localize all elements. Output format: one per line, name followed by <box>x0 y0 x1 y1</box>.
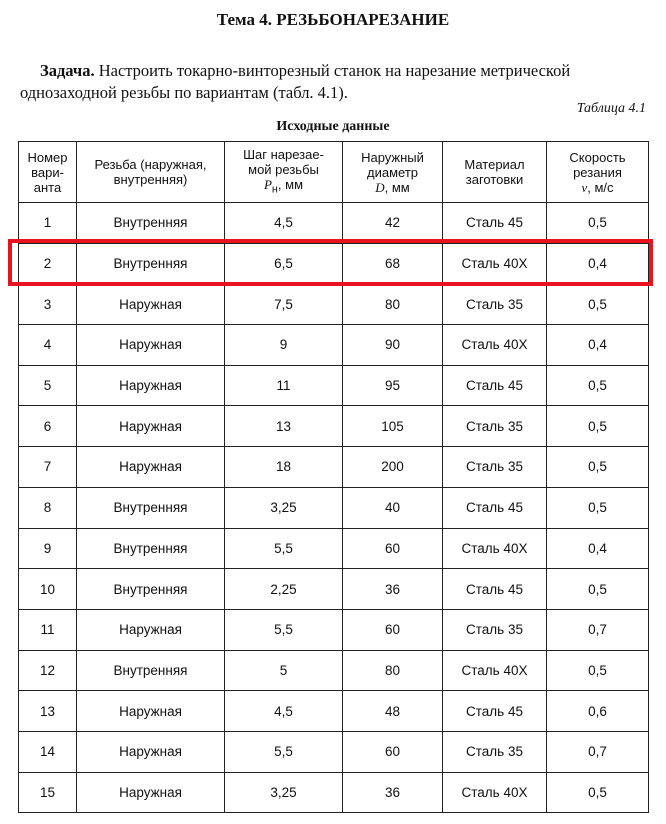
header-diameter: Наружный диаметр D, мм <box>343 142 443 203</box>
table-cell: Сталь 40Х <box>443 325 547 366</box>
table-row <box>19 528 649 569</box>
table-cell: 48 <box>343 691 443 732</box>
table-cell: 10 <box>19 569 77 610</box>
table-cell: Наружная <box>77 609 225 650</box>
table-cell: Внутренняя <box>77 243 225 284</box>
table-cell: Сталь 35 <box>443 731 547 772</box>
task-line-1: Настроить токарно-винторезный станок на нарезание метрической <box>94 61 571 80</box>
table-cell: 0,5 <box>547 650 649 691</box>
table-cell: 80 <box>343 650 443 691</box>
table-cell: 13 <box>225 406 343 447</box>
table-row <box>19 243 649 284</box>
table-cell: 60 <box>343 731 443 772</box>
header-material: Материал заготовки <box>443 142 547 203</box>
table-row <box>19 487 649 528</box>
table-cell: 0,4 <box>547 243 649 284</box>
table-cell: 0,5 <box>547 203 649 244</box>
table-cell: 0,6 <box>547 691 649 732</box>
table-cell: 42 <box>343 203 443 244</box>
table-cell: 36 <box>343 772 443 813</box>
table-cell: Внутренняя <box>77 528 225 569</box>
table-cell: 0,5 <box>547 447 649 488</box>
table-cell: Внутренняя <box>77 487 225 528</box>
table-cell: 0,5 <box>547 772 649 813</box>
table-cell: Сталь 45 <box>443 203 547 244</box>
table-cell: 6 <box>19 406 77 447</box>
table-cell: 7,5 <box>225 284 343 325</box>
table-cell: Внутренняя <box>77 650 225 691</box>
table-cell: Сталь 35 <box>443 406 547 447</box>
table-row <box>19 203 649 244</box>
table-cell: Наружная <box>77 691 225 732</box>
table-cell: Сталь 45 <box>443 691 547 732</box>
table-cell: 9 <box>225 325 343 366</box>
table-cell: 13 <box>19 691 77 732</box>
table-cell: 0,5 <box>547 365 649 406</box>
table-row <box>19 284 649 325</box>
table-cell: 0,5 <box>547 569 649 610</box>
table-row <box>19 772 649 813</box>
table-cell: 8 <box>19 487 77 528</box>
table-cell: 12 <box>19 650 77 691</box>
table-cell: Наружная <box>77 731 225 772</box>
table-cell: 1 <box>19 203 77 244</box>
table-cell: Наружная <box>77 447 225 488</box>
table-cell: 3,25 <box>225 487 343 528</box>
table-cell: 4 <box>19 325 77 366</box>
table-cell: 60 <box>343 609 443 650</box>
table-cell: 60 <box>343 528 443 569</box>
table-cell: 200 <box>343 447 443 488</box>
table-cell: Наружная <box>77 284 225 325</box>
table-cell: 5 <box>19 365 77 406</box>
table-cell: 0,4 <box>547 325 649 366</box>
table-row <box>19 325 649 366</box>
table-cell: Сталь 35 <box>443 609 547 650</box>
table-row <box>19 406 649 447</box>
task-line-2: однозаходной резьбы по вариантам (табл. 4.1). <box>20 83 348 102</box>
table-cell: 11 <box>225 365 343 406</box>
table-cell: Наружная <box>77 325 225 366</box>
table-cell: 2,25 <box>225 569 343 610</box>
table-cell: 0,7 <box>547 731 649 772</box>
table-cell: 4,5 <box>225 691 343 732</box>
table-row <box>19 731 649 772</box>
table-cell: 5,5 <box>225 731 343 772</box>
table-cell: 14 <box>19 731 77 772</box>
table-cell: 0,5 <box>547 284 649 325</box>
table-cell: Внутренняя <box>77 203 225 244</box>
page-title: Тема 4. РЕЗЬБОНАРЕЗАНИЕ <box>216 10 450 29</box>
table-cell: 90 <box>343 325 443 366</box>
table-cell: 5 <box>225 650 343 691</box>
table-cell: 2 <box>19 243 77 284</box>
table-row <box>19 650 649 691</box>
table-header-row <box>19 142 649 203</box>
table-cell: 95 <box>343 365 443 406</box>
table-cell: 9 <box>19 528 77 569</box>
table-cell: Сталь 45 <box>443 569 547 610</box>
table-row <box>19 365 649 406</box>
header-thread: Резьба (наружная, внутренняя) <box>77 142 225 203</box>
table-cell: Наружная <box>77 772 225 813</box>
table-cell: 36 <box>343 569 443 610</box>
table-caption: Исходные данные <box>276 119 390 134</box>
table-cell: Сталь 35 <box>443 284 547 325</box>
table-cell: 105 <box>343 406 443 447</box>
task-lead: Задача. <box>40 61 95 80</box>
table-cell: 68 <box>343 243 443 284</box>
table-cell: 7 <box>19 447 77 488</box>
table-cell: 3 <box>19 284 77 325</box>
table-cell: 40 <box>343 487 443 528</box>
table-cell: 11 <box>19 609 77 650</box>
table-cell: Сталь 35 <box>443 447 547 488</box>
table-cell: Наружная <box>77 365 225 406</box>
table-cell: 0,4 <box>547 528 649 569</box>
header-speed: Скорость резания v, м/с <box>547 142 649 203</box>
table-cell: 0,5 <box>547 406 649 447</box>
table-cell: Внутренняя <box>77 569 225 610</box>
data-table <box>18 141 649 813</box>
table-cell: 18 <box>225 447 343 488</box>
table-row <box>19 569 649 610</box>
table-row <box>19 609 649 650</box>
table-number: Таблица 4.1 <box>576 101 646 116</box>
table-cell: 15 <box>19 772 77 813</box>
table-cell: 3,25 <box>225 772 343 813</box>
table-cell: 6,5 <box>225 243 343 284</box>
table-row <box>19 691 649 732</box>
table-cell: Сталь 45 <box>443 365 547 406</box>
table-cell: Сталь 40Х <box>443 243 547 284</box>
table-cell: 80 <box>343 284 443 325</box>
table-row <box>19 447 649 488</box>
table-cell: 4,5 <box>225 203 343 244</box>
header-variant: Номер вари- анта <box>19 142 77 203</box>
table-cell: 5,5 <box>225 528 343 569</box>
table-cell: Наружная <box>77 406 225 447</box>
table-cell: Сталь 40Х <box>443 528 547 569</box>
table-cell: Сталь 40Х <box>443 772 547 813</box>
task-text <box>40 60 646 82</box>
table-cell: 0,5 <box>547 487 649 528</box>
table-cell: 0,7 <box>547 609 649 650</box>
table-cell: Сталь 45 <box>443 487 547 528</box>
table-cell: 5,5 <box>225 609 343 650</box>
table-cell: Сталь 40Х <box>443 650 547 691</box>
header-pitch: Шаг нарезае- мой резьбы $P_н$, мм <box>225 142 343 203</box>
